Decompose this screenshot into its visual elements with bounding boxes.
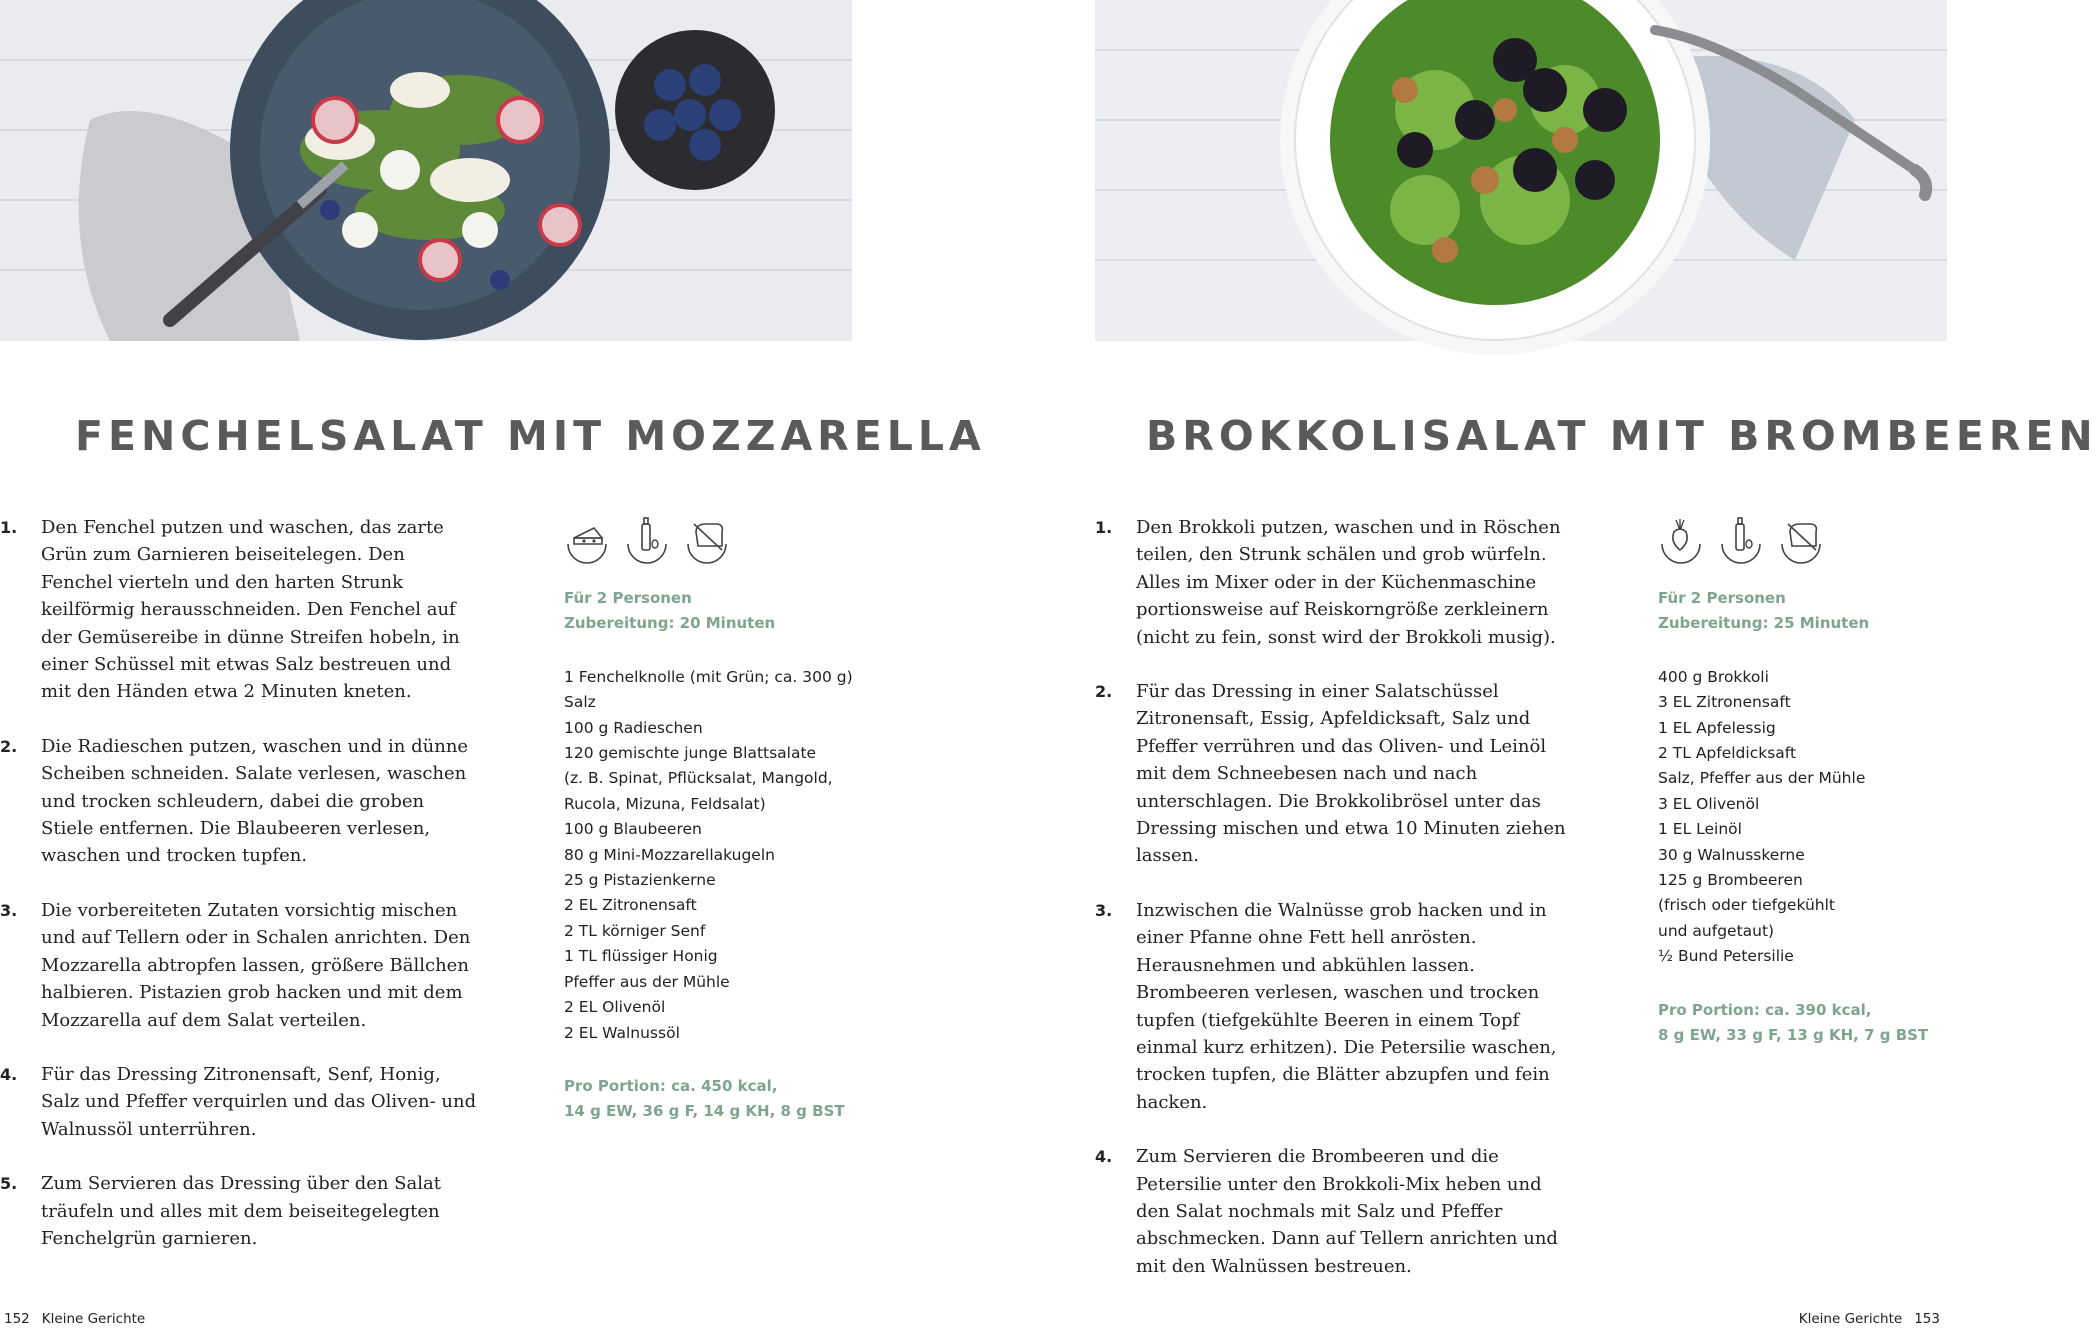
ingredient: 25 g Pistazienkerne <box>564 871 716 890</box>
no-bread-icon <box>1778 514 1824 560</box>
ingredient: 30 g Walnusskerne <box>1658 845 1805 864</box>
ingredient: (frisch oder tiefgekühlt <box>1658 896 1835 915</box>
prep-time: Zubereitung: 25 Minuten <box>1658 614 1870 633</box>
recipe-steps <box>0 514 480 1279</box>
recipe-sidebar <box>564 514 864 1125</box>
ingredient: 3 EL Olivenöl <box>1658 794 1760 813</box>
page-number: 153 <box>1914 1311 1940 1327</box>
step-number: 4. <box>0 1064 18 1084</box>
ingredient: 1 Fenchelknolle (mit Grün; ca. 300 g) <box>564 667 853 686</box>
page-number: 152 <box>4 1311 30 1327</box>
ingredient: 2 EL Olivenöl <box>564 998 666 1017</box>
recipe-step <box>0 514 480 706</box>
nutrition-macros: 8 g EW, 33 g F, 13 g KH, 7 g BST <box>1658 1026 1929 1045</box>
ingredient: 100 g Radieschen <box>564 718 703 737</box>
ingredient: und aufgetaut) <box>1658 921 1775 940</box>
diet-icons <box>1658 514 1958 560</box>
ingredient: 3 EL Zitronensaft <box>1658 693 1791 712</box>
servings: Für 2 Personen <box>1658 589 1786 607</box>
ingredient: 80 g Mini-Mozzarellakugeln <box>564 845 775 864</box>
ingredient: Pfeffer aus der Mühle <box>564 972 730 991</box>
servings: Für 2 Personen <box>564 589 692 607</box>
step-number: 1. <box>0 518 18 537</box>
nutrition-macros: 14 g EW, 36 g F, 14 g KH, 8 g BST <box>564 1102 845 1121</box>
step-text: Zum Servieren das Dressing über den Salat träufeln und alles mit dem beiseitegelegten Fenchelgrün garnieren. <box>41 1173 441 1249</box>
cheese-icon <box>564 514 610 560</box>
left-page <box>0 0 986 1330</box>
step-number: 3. <box>0 900 18 920</box>
nutrition-info <box>1658 998 1958 1049</box>
no-bread-icon <box>684 514 730 560</box>
recipe-step <box>0 1061 480 1143</box>
ingredient: (z. B. Spinat, Pflücksalat, Mangold, <box>564 769 833 788</box>
recipe-step <box>0 897 480 1034</box>
ingredient: Salz <box>564 693 596 712</box>
ingredient: 1 TL flüssiger Honig <box>564 947 718 966</box>
recipe-step <box>1095 897 1575 1116</box>
step-text: Den Fenchel putzen und waschen, das zarte Grün zum Garnieren beiseitelegen. Den Fenchel vierteln und den harten Strunk keilförmig herausschneiden. Den Fenchel auf der Gemüsereibe in dünne Streifen hobeln, in einer Schüssel mit etwas Salz bestreuen und mit den Händen etwa 2 Minuten kneten. <box>41 517 460 703</box>
broccoli-salad-photo <box>1095 0 1947 341</box>
step-text: Zum Servieren die Brombeeren und die Petersilie unter den Brokkoli-Mix heben und den Salat nochmals mit Salz und Pfeffer abschmecken. Dann auf Tellern anrichten und mit den Walnüssen bestreuen. <box>1136 1146 1558 1277</box>
section-label: Kleine Gerichte <box>41 1311 146 1327</box>
ingredient-list <box>1658 665 1958 970</box>
recipe-step <box>1095 678 1575 870</box>
diet-icons <box>564 514 864 560</box>
step-text: Den Brokkoli putzen, waschen und in Röschen teilen, den Strunk schälen und grob würfeln. Alles im Mixer oder in der Küchenmaschine portionsweise auf Reiskorngröße zerkleinern (nicht zu fein, sonst wird der Brokkoli musig). <box>1136 517 1561 648</box>
recipe-title: FENCHELSALAT MIT MOZZARELLA <box>75 412 986 460</box>
ingredient-list <box>564 665 864 1046</box>
recipe-meta <box>564 586 864 637</box>
recipe-title: BROKKOLISALAT MIT BROMBEEREN <box>1146 412 2098 460</box>
prep-time: Zubereitung: 20 Minuten <box>564 614 776 633</box>
page-footer <box>4 1311 145 1327</box>
step-text: Für das Dressing Zitronensaft, Senf, Honig, Salz und Pfeffer verquirlen und das Oliven- und Walnussöl unterrühren. <box>41 1063 477 1140</box>
step-text: Die vorbereiteten Zutaten vorsichtig mischen und auf Tellern oder in Schalen anrichten. Den Mozzarella abtropfen lassen, größere Bällchen halbieren. Pistazien grob hacken und mit dem Mozzarella auf dem Salat verteilen. <box>41 899 471 1031</box>
ingredient: 400 g Brokkoli <box>1658 667 1769 686</box>
step-number: 5. <box>0 1174 18 1194</box>
step-number: 4. <box>1095 1147 1113 1167</box>
step-text: Die Radieschen putzen, waschen und in dünne Scheiben schneiden. Salate verlesen, waschen und trocken schleudern, dabei die groben Stiele entfernen. Die Blaubeeren verlesen, waschen und trocken tupfen. <box>41 735 469 867</box>
vegetable-icon <box>1658 514 1704 560</box>
oil-bottle-icon <box>624 514 670 560</box>
recipe-meta <box>1658 586 1958 637</box>
ingredient: 125 g Brombeeren <box>1658 871 1803 890</box>
ingredient: 120 gemischte junge Blattsalate <box>564 744 817 763</box>
recipe-sidebar <box>1658 514 1958 1049</box>
oil-bottle-icon <box>1718 514 1764 560</box>
ingredient: 2 EL Zitronensaft <box>564 896 697 915</box>
recipe-step <box>1095 514 1575 651</box>
recipe-step <box>1095 1143 1575 1280</box>
step-number: 2. <box>0 736 18 756</box>
step-number: 2. <box>1095 682 1113 702</box>
nutrition-kcal: Pro Portion: ca. 390 kcal, <box>1658 1000 1872 1019</box>
recipe-step <box>0 733 480 870</box>
ingredient: Salz, Pfeffer aus der Mühle <box>1658 769 1866 788</box>
nutrition-kcal: Pro Portion: ca. 450 kcal, <box>564 1076 778 1095</box>
nutrition-info <box>564 1074 864 1125</box>
section-label: Kleine Gerichte <box>1798 1311 1903 1327</box>
ingredient: 1 EL Apfelessig <box>1658 718 1776 737</box>
ingredient: 1 EL Leinöl <box>1658 820 1742 839</box>
ingredient: Rucola, Mizuna, Feldsalat) <box>564 794 766 813</box>
step-text: Inzwischen die Walnüsse grob hacken und in einer Pfanne ohne Fett hell anrösten. Herausnehmen und abkühlen lassen. Brombeeren verlesen, waschen und trocken tupfen (tiefgekühlte Beeren in einem Topf einmal kurz erhitzen). Die Petersilie waschen, trocken tupfen, die Blätter abzupfen und fein hacken. <box>1136 899 1557 1113</box>
ingredient: 2 EL Walnussöl <box>564 1023 680 1042</box>
recipe-steps <box>1095 514 1575 1307</box>
ingredient: 2 TL körniger Senf <box>564 921 706 940</box>
ingredient: 100 g Blaubeeren <box>564 820 702 839</box>
right-page <box>973 0 2098 1330</box>
page-footer <box>1799 1311 1940 1327</box>
step-number: 3. <box>1095 900 1113 920</box>
recipe-step <box>0 1170 480 1252</box>
fennel-salad-photo <box>0 0 852 341</box>
step-text: Für das Dressing in einer Salatschüssel Zitronensaft, Essig, Apfeldicksaft, Salz und Pfeffer verrühren und das Oliven- und Leinöl mit dem Schneebesen nach und nach unterschlagen. Die Brokkolibrösel unter das Dressing mischen und etwa 10 Minuten ziehen lassen. <box>1136 681 1566 867</box>
step-number: 1. <box>1095 518 1113 537</box>
ingredient: 2 TL Apfeldicksaft <box>1658 744 1797 763</box>
ingredient: ½ Bund Petersilie <box>1658 947 1794 966</box>
